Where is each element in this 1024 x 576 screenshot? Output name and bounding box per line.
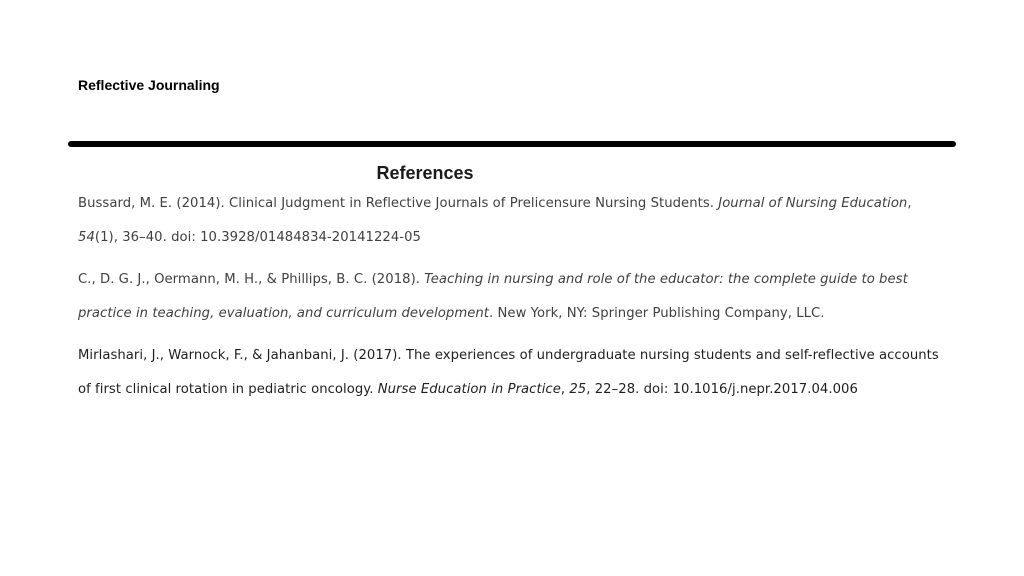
reference-volume: 54 <box>78 230 95 245</box>
reference-volume: 25 <box>569 382 587 397</box>
reference-details: (1), 36–40. doi: 10.3928/01484834-20141224-05 <box>94 230 422 245</box>
reference-entry-oermann <box>78 263 948 331</box>
reference-journal-title: Nurse Education in Practice <box>377 382 561 397</box>
reference-entry-mirlashari <box>78 339 948 407</box>
reference-separator: , <box>560 382 570 397</box>
reference-authors-text: C., D. G. J., Oermann, M. H., & Phillips, B. C. (2018). <box>78 272 425 287</box>
reference-details: . New York, NY: Springer Publishing Company, LLC. <box>489 306 825 321</box>
reference-journal-title: Journal of Nursing Education <box>718 196 908 211</box>
reference-authors-text: Mirlashari, J., Warnock, F., & Jahanbani, J. (2017). The experiences of undergraduate nursing students and self-reflective accounts of first clinical rotation in pediatric oncology. <box>78 348 939 397</box>
document-header-title: Reflective Journaling <box>78 77 220 93</box>
reference-details: , 22–28. doi: 10.1016/j.nepr.2017.04.006 <box>586 382 858 397</box>
references-heading: References <box>376 163 474 183</box>
reference-entry-bussard <box>78 187 948 255</box>
reference-separator: , <box>907 196 912 211</box>
reference-book-title: Teaching in nursing and role of the educator: the complete guide to best practice in teaching, evaluation, and curriculum development <box>78 272 908 321</box>
reference-list <box>78 187 948 415</box>
reference-authors-text: Bussard, M. E. (2014). Clinical Judgment in Reflective Journals of Prelicensure Nursing Students. <box>78 196 719 211</box>
horizontal-divider <box>68 141 956 147</box>
